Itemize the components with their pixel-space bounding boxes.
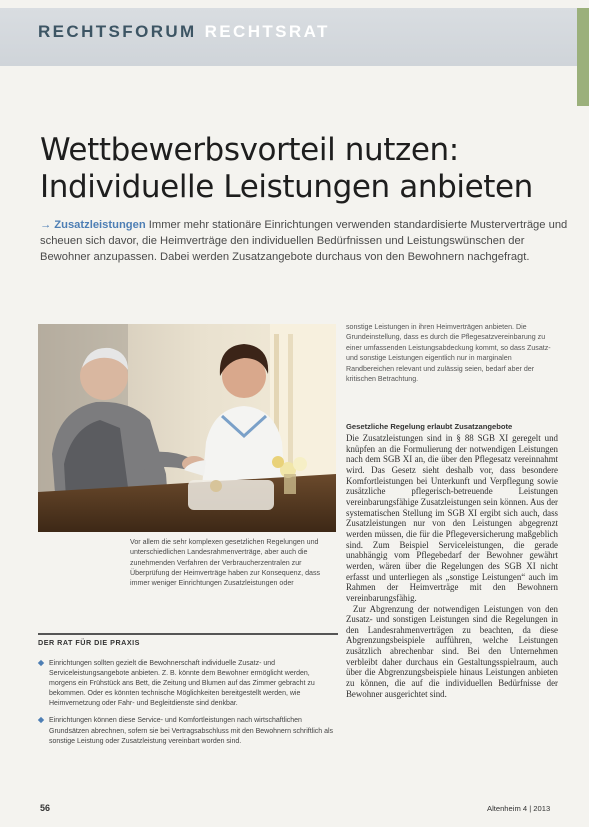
body-paragraph: Die Zusatzleistungen sind in § 88 SGB XI geregelt und knüpfen an die Formulierung der notwendigen Leistungen nach dem SGB XI an, die über den Pflegesatz vereinnahmt wird. Das Gesetz sieht deshalb vor, dass besondere Komfortleistungen bei Unterkunft und Verpflegung sowie zusätzliche pflegerisch-betreuende Leistungen vereinbarungsfähige Zusatzleistungen sein können. Aus der systematischen Stellung im SGB XI ergibt sich auch, dass Zusatzleistungen nur von den Leistungen abgegrenzt werden müssen, die für die Pflegeversicherung maßgeblich sind. Zum Beispiel Serviceleistungen, die gerade unabhängig vom Pflegebedarf der Bewohner gewährt werden, wären über die Regelungen des SGB XI nicht erfasst und unterliegen als „sonstige Leistungen“ auch im Rahmen der Heimverträge mit den Bewohnern vereinbarungsfähig. [346,433,558,603]
subsection-name: RECHTSRAT [204,22,330,41]
section-name: RECHTSFORUM [38,22,197,41]
praxis-list [38,659,338,754]
lead-keyword: Zusatzleistungen [54,219,146,231]
photo-elderly-man-with-caregiver [38,324,336,532]
praxis-title: DER RAT FÜR DIE PRAXIS [38,638,140,647]
section-header [38,22,330,42]
article-body [346,433,558,699]
list-item [38,716,338,746]
lead-text: Immer mehr stationäre Einrichtungen verwenden standardisierte Musterverträge und scheuen sich davor, die Heimverträge den individuellen Bedürfnissen und Leistungswünschen der Bewohner anzupassen. Dabei werden Zusatzangebote durchaus von den Bewohnern nachgefragt. [40,219,568,264]
bullet-diamond-icon [38,717,44,723]
arrow-right-icon: → [40,219,52,231]
bullet-diamond-icon [38,660,44,666]
article-headline [40,132,560,206]
article-lead [40,217,570,266]
praxis-item-text: Einrichtungen können diese Service- und Komfortleistungen nach wirtschaftlichen Grundsätzen abrechnen, sofern sie bei Vertragsabschluss mit den Bewohnern schriftlich als sonstige Leistung oder Zusatzleistung vereinbart worden sind. [49,717,334,745]
continued-text: sonstige Leistungen in ihren Heimverträgen anbieten. Die Grundeinstellung, dass es durch die Pflegesatzvereinbarung zu einer umfassenden Leistungsabdeckung kommt, so dass Zusatz- und sonstige Leistungen eigentlich nur in marginalen Randbereichen relevant und zulässig seien, bedarf aber der kritischen Betrachtung. [346,323,551,384]
headline-line-1: Wettbewerbsvorteil nutzen: [40,132,459,168]
praxis-divider [38,633,338,635]
magazine-issue: Altenheim 4 | 2013 [487,804,551,813]
header-side-accent [577,8,589,106]
photo-caption: Vor allem die sehr komplexen gesetzlichen Regelungen und unterschiedlichen Landesrahmenverträge, aber auch die zunehmenden Verfahren der Verbraucherzentralen zur Überprüfung der Heimverträge haben zur Konsequenz, dass immer weniger Einrichtungen Zusatzleistungen oder [130,538,321,588]
body-paragraph: Zur Abgrenzung der notwendigen Leistungen von den Zusatz- und sonstigen Leistungen sind die Regelungen in den Landesrahmenverträgen zu beachten, da diese Abgrenzungsbeispiele aufführen, welche Leistungen zusätzlich abrechenbar sind. Bei den Unternehmen verbleibt daher durchaus ein Gestaltungsspielraum, auch über die Abgrenzungsbeispiele hinaus Leistungen anbieten zu können, die auf die individuellen Bedürfnisse der Bewohner ausgerichtet sind. [346,603,558,699]
praxis-item-text: Einrichtungen sollten gezielt die Bewohnerschaft individuelle Zusatz- und Serviceleistungsangebote anbieten. Z. B. könnte dem Bewohner ermöglicht werden, morgens ein Frühstück ans Bett, die Zeitung und Blumen auf das Zimmer gebracht zu bekommen. Oder es könnten technische Möglichkeiten bereitgestellt werden, wie Heimvernetzung oder Fahr- und Begleitdienste sind denkbar. [49,660,315,708]
headline-line-2: Individuelle Leistungen anbieten [40,169,533,205]
list-item [38,659,338,709]
article-photo [38,324,336,532]
section-subheading: Gesetzliche Regelung erlaubt Zusatzangebote [346,422,513,431]
page-number: 56 [40,803,51,813]
